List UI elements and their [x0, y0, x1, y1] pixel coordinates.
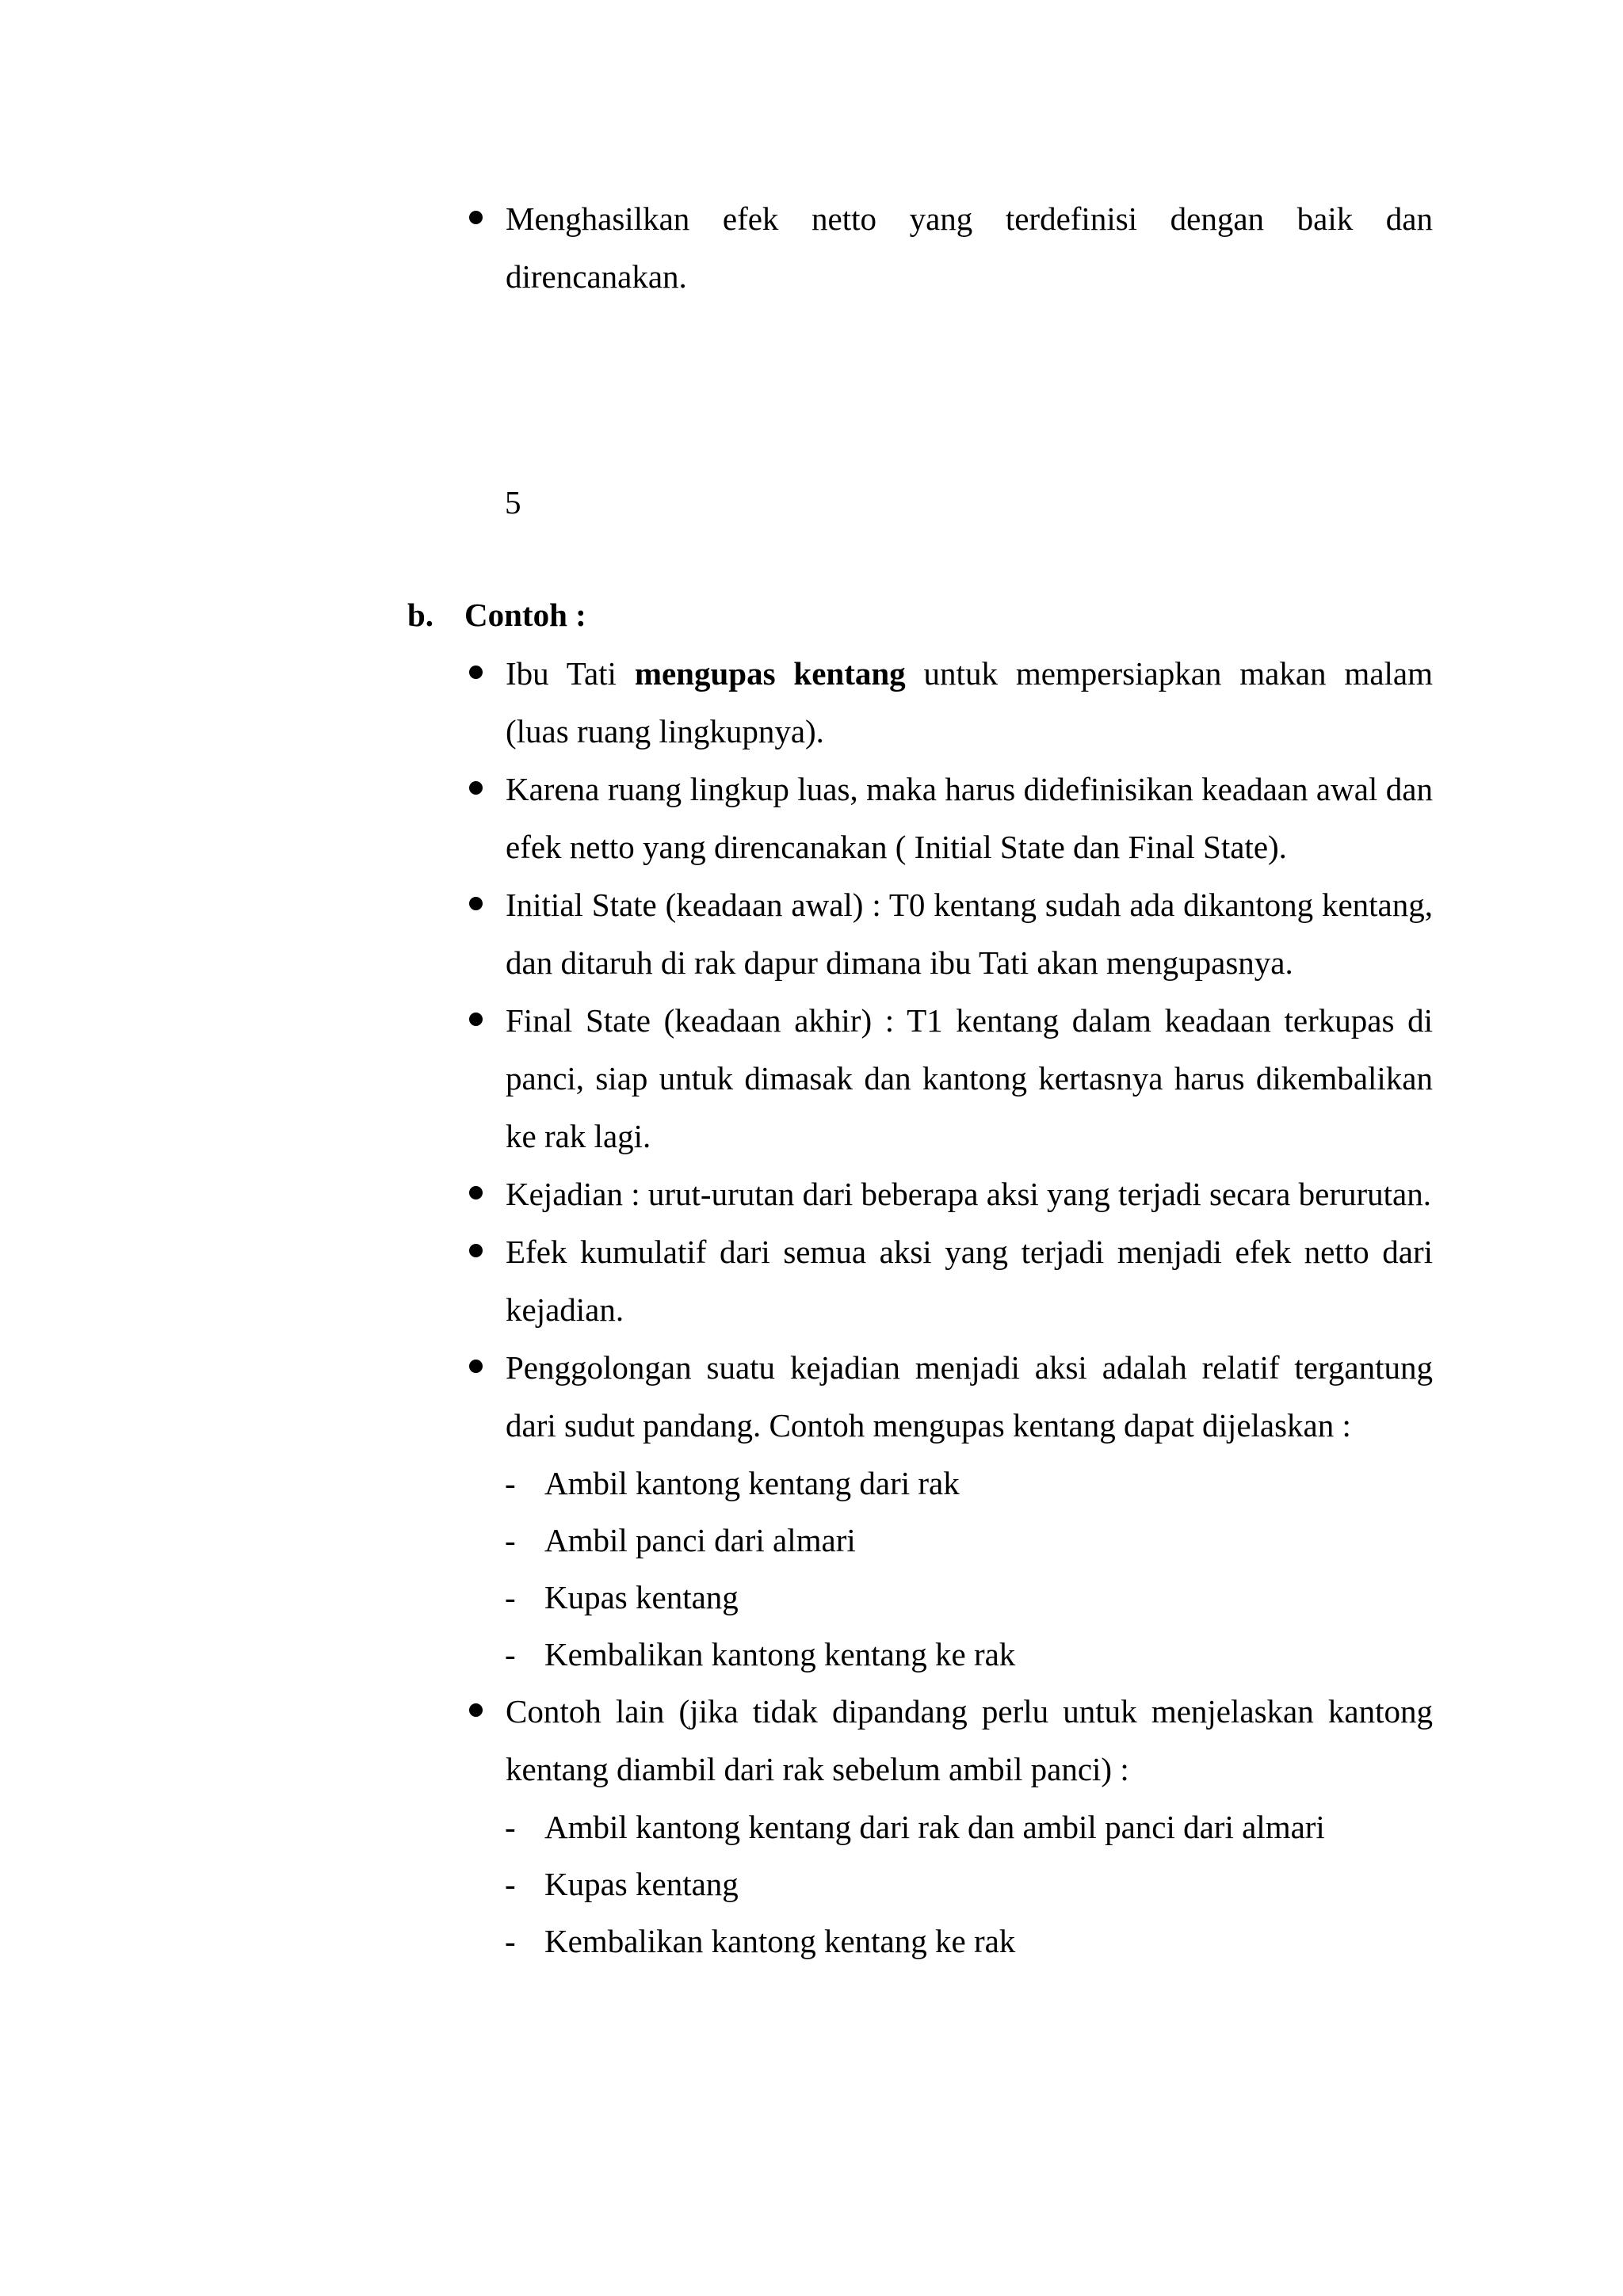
bullet-item [464, 1683, 1433, 1798]
step-item [464, 1855, 1433, 1913]
bullet-text: Contoh lain (jika tidak dipandang perlu untuk menjelaskan kantong kentang diambil dari rak sebelum ambil panci) : [506, 1693, 1433, 1787]
step-text: Kembalikan kantong kentang ke rak [544, 1636, 1016, 1672]
dash-icon: - [505, 1809, 516, 1845]
step-text: Kupas kentang [544, 1579, 739, 1615]
bullet-dot-icon [469, 666, 483, 679]
bullet-dot-icon [469, 781, 483, 795]
step-item [464, 1626, 1433, 1683]
bullet-item [464, 876, 1433, 992]
bullet-dot-icon [469, 1360, 483, 1373]
dash-icon: - [505, 1579, 516, 1615]
bullet-dot-icon [469, 1186, 483, 1199]
bullet-text: Efek kumulatif dari semua aksi yang terjadi menjadi efek netto dari kejadian. [506, 1234, 1433, 1328]
steps-list [464, 1455, 1433, 1683]
bullet-item [464, 1165, 1433, 1223]
step-item [464, 1455, 1433, 1512]
bullet-text: Kejadian : urut-urutan dari beberapa aksi yang terjadi secara berurutan. [506, 1176, 1431, 1212]
top-bullet-list [464, 190, 1433, 306]
dash-icon: - [505, 1636, 516, 1672]
bullet-dot-icon [469, 211, 483, 224]
dash-icon: - [505, 1923, 516, 1959]
steps-list [464, 1798, 1433, 1970]
bullet-item [464, 992, 1433, 1165]
step-text: Ambil kantong kentang dari rak dan ambil panci dari almari [544, 1809, 1325, 1845]
bullet-dot-icon [469, 897, 483, 910]
section-label: b. [407, 597, 434, 633]
step-item [464, 1512, 1433, 1569]
bullet-dot-icon [469, 1703, 483, 1717]
bullet-text-suffix: untuk mempersiapkan makan malam (luas ruang lingkupnya). [506, 655, 1433, 749]
step-item [464, 1569, 1433, 1626]
step-text: Kembalikan kantong kentang ke rak [544, 1923, 1016, 1959]
step-text: Ambil panci dari almari [544, 1522, 856, 1558]
step-text: Ambil kantong kentang dari rak [544, 1465, 960, 1501]
dash-icon: - [505, 1522, 516, 1558]
bullet-text-prefix: Ibu Tati [506, 655, 635, 692]
step-text: Kupas kentang [544, 1866, 739, 1902]
bullet-item [464, 645, 1433, 761]
bullet-text: Penggolongan suatu kejadian menjadi aksi adalah relatif tergantung dari sudut pandang. Contoh mengupas kentang dapat dijelaskan : [506, 1349, 1433, 1444]
bullet-item [464, 761, 1433, 876]
dash-icon: - [505, 1465, 516, 1501]
example-bullet-list [464, 645, 1433, 1970]
bullet-text-bold: mengupas kentang [634, 655, 906, 692]
bullet-text: Final State (keadaan akhir) : T1 kentang dalam keadaan terkupas di panci, siap untuk dimasak dan kantong kertasnya harus dikembalikan ke rak lagi. [506, 1002, 1433, 1154]
bullet-text: Karena ruang lingkup luas, maka harus didefinisikan keadaan awal dan efek netto yang direncanakan ( Initial State dan Final State). [506, 771, 1433, 865]
dash-icon: - [505, 1866, 516, 1902]
bullet-item [464, 1339, 1433, 1455]
step-item [464, 1913, 1433, 1970]
bullet-item [464, 1223, 1433, 1339]
page-number: 5 [505, 484, 521, 521]
section-title: Contoh : [464, 597, 586, 633]
bullet-text: Initial State (keadaan awal) : T0 kentang sudah ada dikantong kentang, dan ditaruh di rak dapur dimana ibu Tati akan mengupasnya. [506, 887, 1433, 981]
bullet-dot-icon [469, 1013, 483, 1026]
bullet-text: Menghasilkan efek netto yang terdefinisi dengan baik dan direncanakan. [506, 200, 1433, 295]
step-item [464, 1798, 1433, 1855]
bullet-dot-icon [469, 1244, 483, 1257]
bullet-item [464, 190, 1433, 306]
